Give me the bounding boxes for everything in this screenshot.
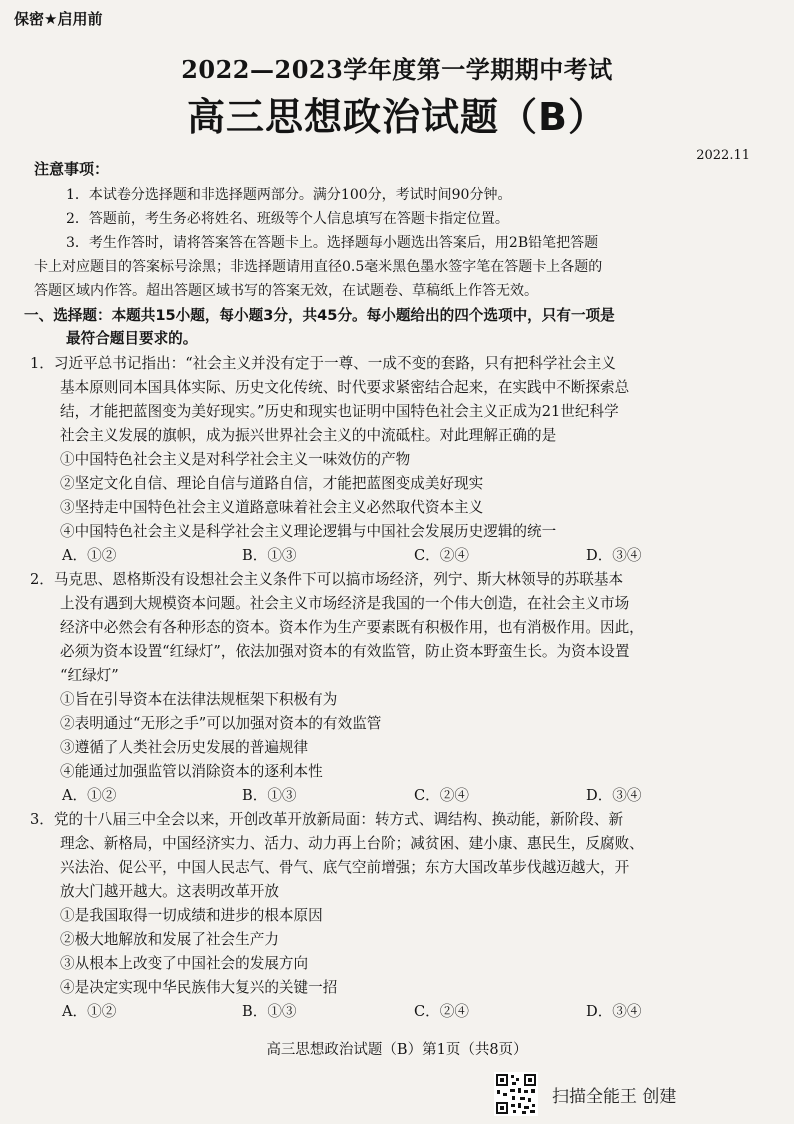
- subject-title: 高三思想政治试题（B）: [187, 95, 607, 139]
- question-text-line: “红绿灯”: [60, 667, 119, 684]
- option-a[interactable]: A．①②: [62, 787, 117, 804]
- option-a[interactable]: A．①②: [62, 1003, 117, 1020]
- exam-title: 2022—2023学年度第一学期期中考试: [181, 55, 613, 84]
- statement-item: ②极大地解放和发展了社会生产力: [60, 931, 279, 948]
- statement-item: ④中国特色社会主义是科学社会主义理论逻辑与中国社会发展历史逻辑的统一: [60, 523, 557, 540]
- statement-item: ②表明通过“无形之手”可以加强对资本的有效监管: [60, 715, 382, 732]
- option-d[interactable]: D．③④: [586, 787, 642, 804]
- section-heading-cont: 最符合题目要求的。: [66, 330, 198, 347]
- statement-item: ①旨在引导资本在法律法规框架下积极有为: [60, 691, 338, 708]
- notice-item-3: 3．考生作答时，请将答案答在答题卡上。选择题每小题选出答案后，用2B铅笔把答题: [66, 235, 599, 251]
- statement-item: ①是我国取得一切成绩和进步的根本原因: [60, 907, 323, 924]
- exam-date: 2022.11: [696, 148, 750, 163]
- notice-title: 注意事项：: [34, 160, 110, 178]
- question-text-line: 兴法治、促公平，中国人民志气、骨气、底气空前增强；东方大国改革步伐越迈越大，开: [60, 859, 630, 876]
- statement-item: ③坚持走中国特色社会主义道路意味着社会主义必然取代资本主义: [60, 499, 484, 516]
- secret-label: 保密★启用前: [14, 10, 103, 28]
- question-text-line: 经济中必然会有各种形态的资本。资本作为生产要素既有积极作用，也有消极作用。因此，: [60, 619, 644, 636]
- question-text-line: 社会主义发展的旗帜，成为振兴世界社会主义的中流砥柱。对此理解正确的是: [60, 427, 557, 444]
- option-c[interactable]: C．②④: [414, 787, 469, 804]
- page-footer: 高三思想政治试题（B）第1页（共8页）: [266, 1042, 528, 1058]
- statement-item: ①中国特色社会主义是对科学社会主义一味效仿的产物: [60, 451, 411, 468]
- question-text-line: 结，才能把蓝图变为美好现实。”历史和现实也证明中国特色社会主义正成为21世纪科学: [60, 403, 619, 420]
- section-heading: 一、选择题：本题共15小题，每小题3分，共45分。每小题给出的四个选项中，只有一项是: [24, 307, 615, 324]
- question-text-line: 2．马克思、恩格斯没有设想社会主义条件下可以搞市场经济，列宁、斯大林领导的苏联基本: [30, 571, 624, 588]
- notice-item-3-cont-1: 卡上对应题目的答案标号涂黑；非选择题请用直径0.5毫米黑色墨水签字笔在答题卡上各题的: [34, 259, 603, 275]
- question-text-line: 放大门越开越大。这表明改革开放: [60, 883, 279, 900]
- notice-item-3-cont-2: 答题区域内作答。超出答题区域书写的答案无效，在试题卷、草稿纸上作答无效。: [34, 283, 538, 299]
- statement-item: ③从根本上改变了中国社会的发展方向: [60, 955, 309, 972]
- statement-item: ②坚定文化自信、理论自信与道路自信，才能把蓝图变成美好现实: [60, 475, 484, 492]
- question-text-line: 必须为资本设置“红绿灯”，依法加强对资本的有效监管，防止资本野蛮生长。为资本设置: [60, 643, 630, 660]
- option-b[interactable]: B．①③: [242, 787, 297, 804]
- question-text-line: 基本原则同本国具体实际、历史文化传统、时代要求紧密结合起来，在实践中不断探索总: [60, 379, 630, 396]
- notice-item-1: 1．本试卷分选择题和非选择题两部分。满分100分，考试时间90分钟。: [66, 187, 512, 203]
- statement-item: ④能通过加强监管以消除资本的逐利本性: [60, 763, 323, 780]
- scanner-watermark: 扫描全能王 创建: [552, 1087, 677, 1107]
- question-text-line: 3．党的十八届三中全会以来，开创改革开放新局面：转方式、调结构、换动能，新阶段、新: [30, 811, 624, 828]
- option-d[interactable]: D．③④: [586, 547, 642, 564]
- notice-item-2: 2．答题前，考生务必将姓名、班级等个人信息填写在答题卡指定位置。: [66, 211, 509, 227]
- option-c[interactable]: C．②④: [414, 547, 469, 564]
- question-text-line: 理念、新格局，中国经济实力、活力、动力再上台阶；减贫困、建小康、惠民生，反腐败、: [60, 835, 644, 852]
- qr-code-icon: [494, 1072, 538, 1116]
- option-b[interactable]: B．①③: [242, 547, 297, 564]
- option-b[interactable]: B．①③: [242, 1003, 297, 1020]
- question-text-line: 1．习近平总书记指出：“社会主义并没有定于一尊、一成不变的套路，只有把科学社会主义: [30, 355, 616, 372]
- statement-item: ③遵循了人类社会历史发展的普遍规律: [60, 739, 309, 756]
- statement-item: ④是决定实现中华民族伟大复兴的关键一招: [60, 979, 338, 996]
- option-a[interactable]: A．①②: [62, 547, 117, 564]
- option-d[interactable]: D．③④: [586, 1003, 642, 1020]
- option-c[interactable]: C．②④: [414, 1003, 469, 1020]
- question-text-line: 上没有遇到大规模资本问题。社会主义市场经济是我国的一个伟大创造，在社会主义市场: [60, 595, 630, 612]
